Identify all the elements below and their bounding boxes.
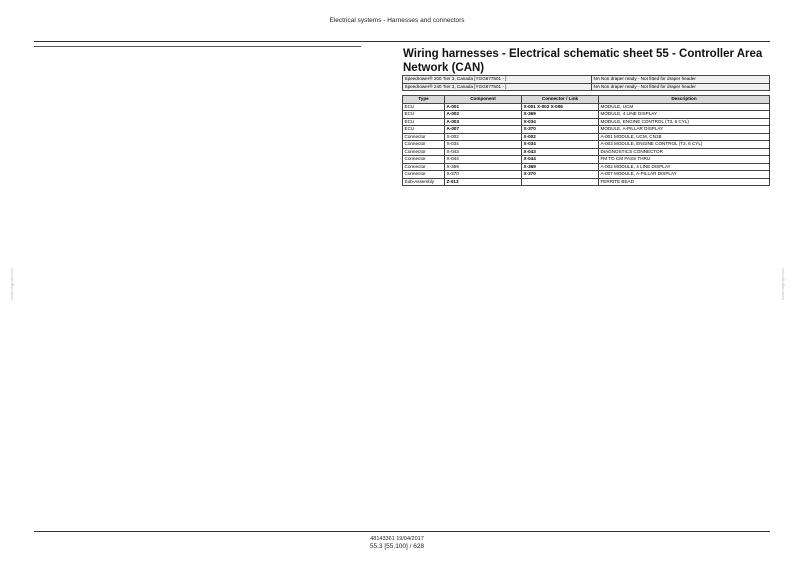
table-row [403,156,770,164]
cell-component: A-002 [445,111,522,119]
cell-connector: X-034 [522,141,599,149]
table-row [403,103,770,111]
cell-description: FERRITE BEAD [599,178,770,186]
table-row [403,126,770,134]
model-name: Speedrower® 200 Tier 3, Canada [YGG677501 - ] [403,76,592,84]
cell-description: MODULE, ENGINE CONTROL (T3, 6 CYL) [599,118,770,126]
column-rule [34,46,361,47]
cell-type: Connector [403,148,445,156]
page-header: Electrical systems - Harnesses and connectors [329,17,465,24]
cell-type: Sub-Assembly [403,178,445,186]
table-row [403,141,770,149]
table-row [403,133,770,141]
table-row [403,178,770,186]
col-connector: Connector / Link [522,96,599,104]
cell-type: Connector [403,171,445,179]
cell-connector: X-044 [522,156,599,164]
cell-description: MODULE, A-PILLAR DISPLAY [599,126,770,134]
col-description: Description [599,96,770,104]
footer-page-number: 55.3 [55.100] / 628 [369,543,425,550]
watermark-right: www.ungrajd.com [780,268,785,300]
cell-type: ECU [403,111,445,119]
cell-component: X-034 [445,141,522,149]
cell-component: X-369 [445,163,522,171]
cell-component: X-044 [445,156,522,164]
cell-type: Connector [403,141,445,149]
cell-connector: X-370 [522,171,599,179]
cell-description: A-001 MODULE, UCM, CN1B [599,133,770,141]
footer-doc-id: 48143361 19/04/2017 [370,536,424,542]
model-name: Speedrower® 240 Tier 3, Canada [YGG677501 - ] [403,83,592,91]
cell-component: X-043 [445,148,522,156]
model-row [403,83,770,91]
cell-description: MODULE, 4 LINE DISPLAY [599,111,770,119]
cell-description: MODULE, UCM [599,103,770,111]
cell-type: ECU [403,118,445,126]
col-component: Component [445,96,522,104]
component-table [402,95,770,186]
cell-type: ECU [403,126,445,134]
model-applicability-table [402,75,770,91]
cell-type: ECU [403,103,445,111]
cell-connector [522,178,599,186]
table-row [403,111,770,119]
component-table-header [403,96,770,104]
cell-component: A-007 [445,126,522,134]
cell-connector: X-002 [522,133,599,141]
cell-component: Z-013 [445,178,522,186]
cell-connector: X-369 [522,111,599,119]
cell-component: A-003 [445,118,522,126]
table-row [403,148,770,156]
cell-description: FM TO CM PASS THRU [599,156,770,164]
table-row [403,163,770,171]
footer-rule [34,531,770,532]
cell-description: A-002 MODULE, 4 LINE DISPLAY [599,163,770,171]
cell-connector: X-370 [522,126,599,134]
table-row [403,171,770,179]
cell-type: Connector [403,156,445,164]
cell-component: X-370 [445,171,522,179]
header-rule [34,41,770,42]
model-note: NA Non draper ready - Not fitted for draper header [592,76,770,84]
cell-description: DIAGNOSTICS CONNECTOR [599,148,770,156]
cell-connector: X-034 [522,118,599,126]
model-note: NA Non draper ready - Not fitted for draper header [592,83,770,91]
cell-type: Connector [403,133,445,141]
page-title: Wiring harnesses - Electrical schematic sheet 55 - Controller Area Network (CAN) [403,48,763,74]
cell-connector: X-043 [522,148,599,156]
cell-connector: X-001 X-002 X-006 [522,103,599,111]
model-row [403,76,770,84]
watermark-left: www.ungrajd.com [9,268,14,300]
cell-connector: X-369 [522,163,599,171]
table-row [403,118,770,126]
cell-description: A-003 MODULE, ENGINE CONTROL (T3, 6 CYL) [599,141,770,149]
cell-description: A-007 MODULE, A-PILLAR DISPLAY [599,171,770,179]
cell-component: A-001 [445,103,522,111]
col-type: Type [403,96,445,104]
cell-type: Connector [403,163,445,171]
cell-component: X-002 [445,133,522,141]
